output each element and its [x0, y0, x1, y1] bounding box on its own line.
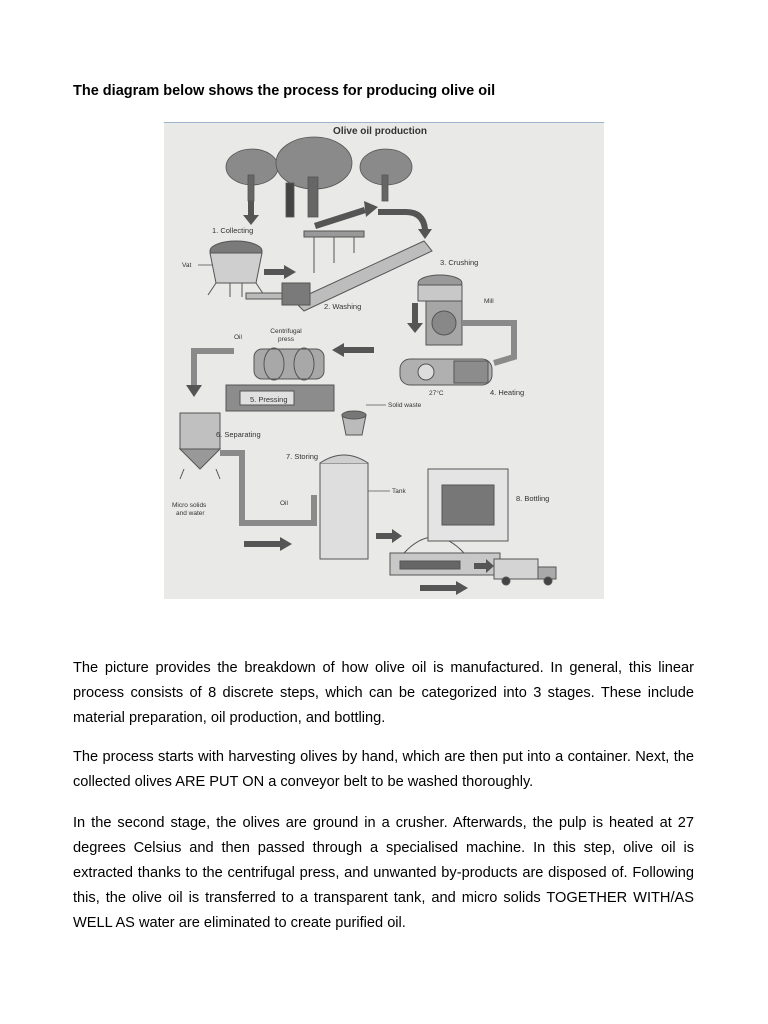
- paragraph-1: [73, 656, 694, 731]
- paragraph-1-text: The picture provides the breakdown of how olive oil is manufactured. In general, this linear process consists of 8 discrete steps, which can be categorized into 3 stages. These include material preparation, oil production, and bottling.: [73, 660, 694, 726]
- arrow-vat-to-washing: [264, 265, 296, 279]
- page-heading: The diagram below shows the process for producing olive oil: [73, 83, 496, 99]
- label-micro-solids-line2: and water: [176, 510, 205, 517]
- solid-waste-bucket: [342, 411, 366, 435]
- paragraph-2-text: The process starts with harvesting olives by hand, which are then put into a container. Next, the collected olives ARE PUT ON a conveyor belt to be washed thoroughly.: [73, 749, 694, 790]
- olive-oil-diagram: [164, 122, 604, 599]
- arrow-heater-to-press: [332, 343, 374, 357]
- label-micro-solids-line1: Micro solids: [172, 502, 207, 509]
- label-crushing: 3. Crushing: [440, 258, 479, 267]
- label-storing: 7. Storing: [286, 452, 319, 461]
- label-separating: 6. Separating: [216, 430, 261, 439]
- label-bottling: 8. Bottling: [516, 494, 550, 503]
- pipe-mill-to-heater: [462, 323, 514, 363]
- truck-illustration: [494, 559, 556, 585]
- label-centrifugal-line1: Centrifugal: [270, 328, 302, 335]
- label-vat: Vat: [182, 262, 192, 269]
- arrow-down-to-separator: [186, 385, 202, 397]
- label-tank: Tank: [392, 488, 406, 495]
- label-mill: Mill: [484, 298, 494, 305]
- label-oil-bottom: Oil: [280, 500, 288, 507]
- label-centrifugal-line2: press: [278, 336, 294, 343]
- paragraph-3: [73, 811, 694, 936]
- label-heating: 4. Heating: [490, 388, 525, 397]
- heater-illustration: [400, 359, 492, 385]
- label-solid-waste: Solid waste: [388, 402, 422, 409]
- arrow-to-tank: [244, 537, 292, 551]
- label-washing: 2. Washing: [324, 302, 362, 311]
- label-pressing: 5. Pressing: [250, 395, 288, 404]
- separator-illustration: [180, 413, 220, 479]
- paragraph-2: [73, 745, 694, 795]
- label-oil-top: Oil: [234, 334, 242, 341]
- label-collecting: 1. Collecting: [212, 226, 254, 235]
- arrow-down-to-mill: [407, 303, 423, 333]
- tank-illustration: [320, 455, 368, 559]
- bottling-plant-illustration: [390, 469, 508, 575]
- arrow-trees-to-vat: [243, 201, 259, 225]
- mill-illustration: [418, 275, 462, 345]
- diagram-canvas: [164, 123, 604, 599]
- washing-conveyor-illustration: [282, 231, 432, 311]
- arrow-tank-to-bottling: [376, 529, 402, 543]
- pipe-separator-to-tank: [220, 453, 314, 523]
- pipe-press-to-separator: [194, 351, 234, 385]
- arrow-bottom: [420, 581, 468, 595]
- label-temperature: 27°C: [429, 390, 444, 397]
- diagram-title: Olive oil production: [333, 126, 427, 137]
- paragraph-3-text: In the second stage, the olives are ground in a crusher. Afterwards, the pulp is heated at 27 degrees Celsius and then passed through a specialised machine. In this step, olive oil is extracted thanks to the centrifugal press, and unwanted by-products are disposed of. Following this, the olive oil is transferred to a transparent tank, and micro solids TOGETHER WITH/AS WELL AS water are eliminated to create purified oil.: [73, 815, 694, 931]
